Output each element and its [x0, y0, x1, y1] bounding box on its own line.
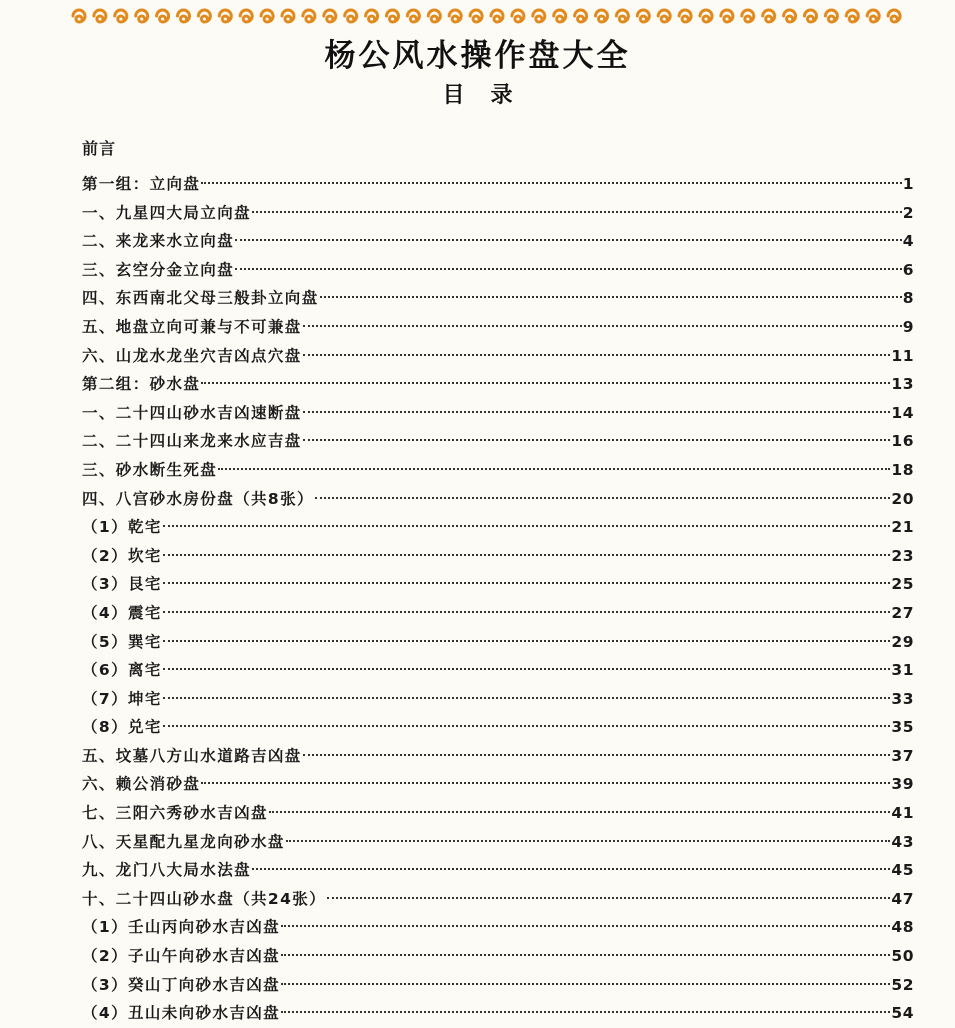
toc-entry-label: 五、地盘立向可兼与不可兼盘 [82, 317, 302, 336]
toc-entry-label: （3）癸山丁向砂水吉凶盘 [82, 975, 281, 994]
dot-leader [281, 925, 890, 927]
toc-entry-page-number: 2 [902, 203, 914, 222]
dot-leader [163, 554, 891, 556]
toc-entry[interactable] [82, 456, 914, 485]
toc-entry-label: （8）兑宅 [82, 718, 162, 737]
toc-entry-label: 六、赖公消砂盘 [82, 775, 201, 794]
toc-entry[interactable] [82, 799, 914, 828]
toc-entry-label: 十、二十四山砂水盘（共24张） [82, 889, 327, 908]
toc-entry[interactable] [82, 170, 914, 199]
dot-leader [320, 296, 902, 298]
toc-entry-label: 九、龙门八大局水法盘 [82, 861, 252, 880]
toc-entry-label: （1）乾宅 [82, 518, 162, 537]
toc-entry[interactable] [82, 399, 914, 428]
toc-entry-label: 八、天星配九星龙向砂水盘 [82, 832, 285, 851]
toc-entry-page-number: 14 [891, 403, 914, 422]
toc-entry-page-number: 48 [891, 918, 914, 937]
toc-entry-page-number: 39 [891, 775, 914, 794]
dot-leader [303, 754, 891, 756]
toc-entry[interactable] [82, 770, 914, 799]
decorative-border-icon [70, 6, 906, 26]
dot-leader [235, 268, 902, 270]
toc-entry-label: 四、八宫砂水房份盘（共8张） [82, 489, 314, 508]
toc-entry-label: （2）子山午向砂水吉凶盘 [82, 947, 281, 966]
toc-entry-label: 第二组：砂水盘 [82, 375, 201, 394]
dot-leader [235, 239, 902, 241]
toc-entry[interactable] [82, 999, 914, 1028]
toc-entry-page-number: 47 [891, 889, 914, 908]
toc-entry[interactable] [82, 513, 914, 542]
toc-heading: 目录 [442, 83, 539, 108]
toc-entry[interactable] [82, 742, 914, 771]
toc-entry-page-number: 11 [891, 346, 914, 365]
toc-entry-page-number: 37 [891, 746, 914, 765]
toc-entry-page-number: 9 [902, 317, 914, 336]
toc-entry[interactable] [82, 570, 914, 599]
toc-entry-page-number: 1 [902, 175, 914, 193]
toc-entry-label: （3）艮宅 [82, 575, 162, 594]
toc-entry[interactable] [82, 656, 914, 685]
toc-entry[interactable] [82, 199, 914, 228]
toc-entry-page-number: 52 [891, 975, 914, 994]
dot-leader [163, 525, 891, 527]
dot-leader [163, 611, 891, 613]
dot-leader [252, 211, 902, 213]
toc-entry-page-number: 20 [891, 489, 914, 508]
toc-entry-label: 一、二十四山砂水吉凶速断盘 [82, 403, 302, 422]
toc-entry-label: 第一组：立向盘 [82, 175, 201, 193]
toc-entry-page-number: 23 [891, 546, 914, 565]
toc-entry-label: 四、东西南北父母三般卦立向盘 [82, 289, 319, 308]
toc-entry-page-number: 54 [891, 1004, 914, 1023]
toc-entry[interactable] [82, 856, 914, 885]
toc-entry-label: （4）震宅 [82, 603, 162, 622]
dot-leader [281, 954, 890, 956]
toc-entry-label: 一、九星四大局立向盘 [82, 203, 252, 222]
toc-entry[interactable] [82, 256, 914, 285]
toc-entry[interactable] [82, 599, 914, 628]
toc-entry-page-number: 45 [891, 861, 914, 880]
dot-leader [303, 354, 891, 356]
toc-entry[interactable] [82, 542, 914, 571]
toc-entry-page-number: 18 [891, 460, 914, 479]
toc-entry-label: 五、坟墓八方山水道路吉凶盘 [82, 746, 302, 765]
dot-leader [286, 840, 891, 842]
dot-leader [281, 983, 890, 985]
toc-entry-page-number: 31 [891, 661, 914, 680]
toc-entry[interactable] [82, 485, 914, 514]
dot-leader [327, 897, 890, 899]
toc-entry[interactable] [82, 427, 914, 456]
toc-entry-label: 二、二十四山来龙来水应吉盘 [82, 432, 302, 451]
toc-entry-label: 三、砂水断生死盘 [82, 460, 218, 479]
toc-entry[interactable] [82, 227, 914, 256]
toc-entry[interactable] [82, 913, 914, 942]
dot-leader [218, 468, 890, 470]
toc-entry[interactable] [82, 284, 914, 313]
toc-entry-label: （4）丑山未向砂水吉凶盘 [82, 1004, 281, 1023]
preface-entry[interactable]: 前言 [82, 139, 117, 158]
dot-leader [315, 497, 891, 499]
dot-leader [269, 811, 891, 813]
toc-entry-label: （1）壬山丙向砂水吉凶盘 [82, 918, 281, 937]
toc-entry[interactable] [82, 971, 914, 1000]
toc-entry-page-number: 27 [891, 603, 914, 622]
dot-leader [281, 1011, 890, 1013]
dot-leader [303, 411, 891, 413]
toc-entry-label: （2）坎宅 [82, 546, 162, 565]
toc-entry[interactable] [82, 685, 914, 714]
toc-entry-page-number: 29 [891, 632, 914, 651]
dot-leader [303, 439, 891, 441]
dot-leader [252, 868, 890, 870]
toc-entry-label: 三、玄空分金立向盘 [82, 260, 235, 279]
dot-leader [163, 725, 891, 727]
book-title: 杨公风水操作盘大全 [324, 38, 631, 74]
toc-entry-page-number: 21 [891, 518, 914, 537]
dot-leader [201, 382, 890, 384]
dot-leader [303, 325, 902, 327]
toc-entry[interactable] [82, 342, 914, 371]
dot-leader [201, 182, 901, 184]
dot-leader [163, 582, 891, 584]
toc-entry[interactable] [82, 942, 914, 971]
table-of-contents [82, 170, 914, 1028]
toc-entry-label: （7）坤宅 [82, 689, 162, 708]
toc-entry-page-number: 8 [902, 289, 914, 308]
toc-entry-page-number: 35 [891, 718, 914, 737]
toc-entry-label: 二、来龙来水立向盘 [82, 232, 235, 251]
toc-entry-page-number: 4 [902, 232, 914, 251]
dot-leader [163, 668, 891, 670]
toc-entry[interactable] [82, 313, 914, 342]
toc-entry[interactable] [82, 828, 914, 857]
toc-entry[interactable] [82, 628, 914, 657]
toc-entry-page-number: 6 [902, 260, 914, 279]
toc-entry-page-number: 13 [891, 375, 914, 394]
toc-entry-label: （6）离宅 [82, 661, 162, 680]
toc-entry-label: （5）巽宅 [82, 632, 162, 651]
toc-entry-page-number: 16 [891, 432, 914, 451]
toc-entry-page-number: 50 [891, 947, 914, 966]
toc-entry[interactable] [82, 370, 914, 399]
toc-entry[interactable] [82, 885, 914, 914]
toc-entry-page-number: 33 [891, 689, 914, 708]
dot-leader [163, 697, 891, 699]
dot-leader [201, 782, 890, 784]
toc-entry-page-number: 41 [891, 804, 914, 823]
toc-entry[interactable] [82, 713, 914, 742]
toc-entry-page-number: 25 [891, 575, 914, 594]
dot-leader [163, 640, 891, 642]
toc-entry-page-number: 43 [891, 832, 914, 851]
toc-entry-label: 六、山龙水龙坐穴吉凶点穴盘 [82, 346, 302, 365]
toc-entry-label: 七、三阳六秀砂水吉凶盘 [82, 804, 268, 823]
